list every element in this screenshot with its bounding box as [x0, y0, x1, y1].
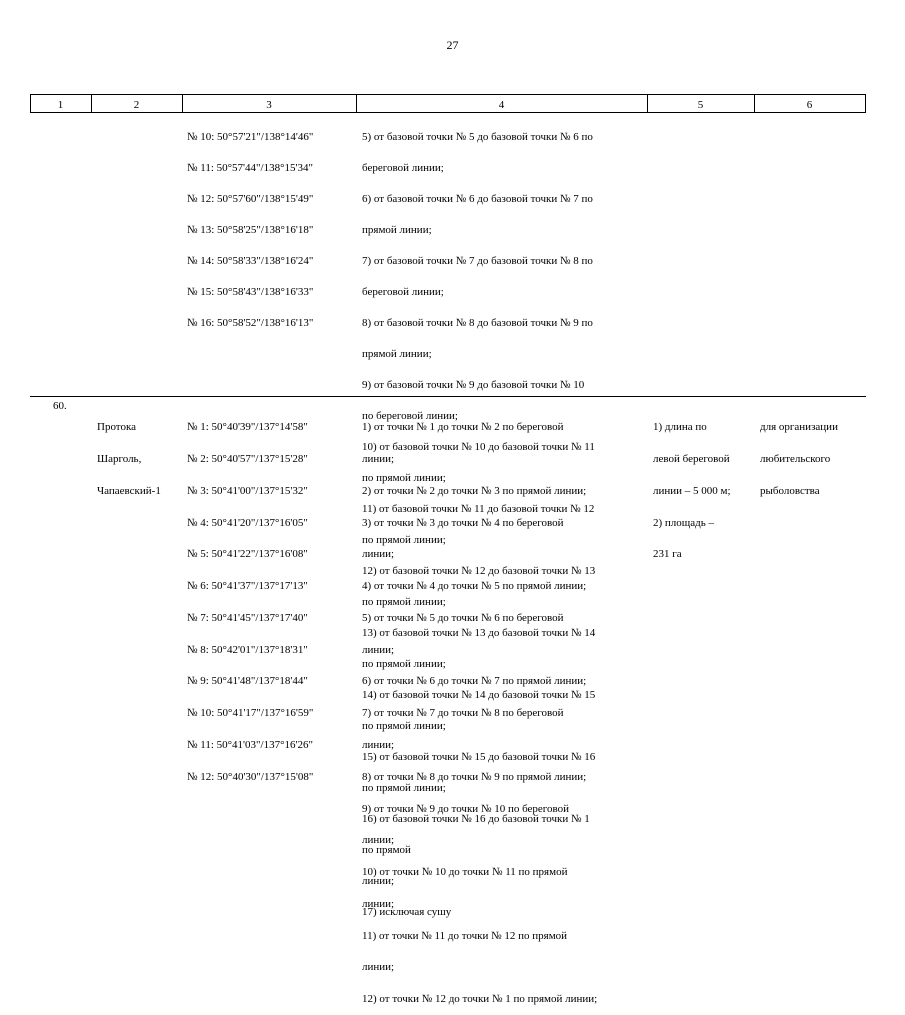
boundary-line: линии;: [362, 834, 395, 847]
coordinate-line: № 11: 50°41'03"/137°16'26": [187, 739, 313, 751]
boundary-line: по прямой линии;: [362, 472, 446, 485]
coordinate-line: № 6: 50°41'37"/137°17'13": [187, 580, 308, 593]
name-line: Протока: [97, 421, 137, 434]
boundary-line: 10) от точки № 10 до точки № 11 по прямой: [362, 866, 568, 879]
table-top-border: [30, 94, 866, 95]
page-number: 27: [446, 38, 459, 52]
size-line: линии – 5 000 м;: [653, 484, 731, 497]
coordinate-line: № 13: 50°58'25"/138°16'18": [187, 223, 314, 236]
coordinate-line: № 2: 50°40'57"/137°15'28": [187, 452, 308, 465]
boundary-line: 14) от базовой точки № 14 до базовой точки № 15: [362, 689, 596, 702]
boundary-line: береговой линии;: [362, 161, 444, 174]
boundary-line: 11) от базовой точки № 11 до базовой точки № 12: [362, 503, 595, 516]
boundary-line: 15) от базовой точки № 15 до базовой точки № 16: [362, 751, 596, 764]
name-line: Чапаевский-1: [97, 484, 161, 497]
boundary-line: береговой линии;: [362, 285, 444, 298]
coordinate-line: № 4: 50°41'20"/137°16'05": [187, 516, 308, 529]
boundary-line: 4) от точки № 4 до точки № 5 по прямой линии;: [362, 580, 587, 593]
boundary-line: по прямой линии;: [362, 720, 446, 733]
boundary-line: по береговой линии;: [362, 409, 458, 422]
coordinate-line: № 14: 50°58'33"/138°16'24": [187, 254, 314, 267]
coordinate-line: № 11: 50°57'44"/138°15'34": [187, 161, 313, 174]
boundary-line: линии;: [362, 452, 395, 465]
boundary-line: линии;: [362, 961, 395, 974]
coordinate-line: № 12: 50°57'60"/138°15'49": [187, 192, 314, 205]
boundary-line: по прямой линии;: [362, 782, 446, 795]
coordinate-line: № 7: 50°41'45"/137°17'40": [187, 611, 308, 624]
continued-coordinates: [187, 111, 313, 339]
boundary-line: 13) от базовой точки № 13 до базовой точки № 14: [362, 627, 596, 640]
coordinate-line: № 12: 50°40'30"/137°15'08": [187, 770, 314, 783]
boundary-line: прямой линии;: [362, 347, 432, 360]
purpose-line: рыболовства: [760, 484, 820, 497]
coordinate-line: № 15: 50°58'43"/138°16'33": [187, 285, 314, 298]
boundary-line: 6) от точки № 6 до точки № 7 по прямой линии;: [362, 675, 587, 688]
boundary-line: 6) от базовой точки № 6 до базовой точки № 7 по: [362, 192, 593, 205]
boundary-line: линии;: [362, 739, 395, 751]
boundary-line: по прямой: [362, 844, 411, 857]
purpose-description: [760, 401, 838, 507]
header-cell: 4: [498, 99, 505, 111]
boundary-description: [362, 401, 597, 1015]
boundary-line: 11) от точки № 11 до точки № 12 по прямой: [362, 929, 568, 942]
boundary-line: 2) от точки № 2 до точки № 3 по прямой линии;: [362, 484, 587, 497]
boundary-line: прямой линии;: [362, 223, 432, 236]
water-body-name: [97, 401, 161, 507]
boundary-line: по прямой линии;: [362, 658, 446, 671]
boundary-line: 16) от базовой точки № 16 до базовой точки № 1: [362, 813, 590, 826]
name-line: Шарголь,: [97, 452, 142, 465]
coordinate-line: № 5: 50°41'22"/137°16'08": [187, 548, 308, 561]
header-cell: 3: [266, 99, 272, 111]
header-cell: 1: [57, 99, 64, 111]
coordinate-line: № 10: 50°41'17"/137°16'59": [187, 707, 314, 720]
boundary-line: 12) от точки № 12 до точки № 1 по прямой линии;: [362, 993, 598, 1006]
size-description: [653, 401, 731, 571]
boundary-line: 9) от точки № 9 до точки № 10 по береговой: [362, 802, 570, 815]
boundary-line: 8) от базовой точки № 8 до базовой точки № 9 по: [362, 316, 593, 329]
size-line: 1) длина по: [653, 421, 707, 434]
boundary-line: по прямой линии;: [362, 596, 446, 609]
boundary-line: 12) от базовой точки № 12 до базовой точки № 13: [362, 565, 596, 578]
coordinate-line: № 16: 50°58'52"/138°16'13": [187, 316, 314, 329]
boundary-line: 10) от базовой точки № 10 до базовой точки № 11: [362, 441, 595, 453]
header-cell: 6: [806, 99, 813, 111]
boundary-line: линии;: [362, 548, 395, 561]
coordinate-line: № 1: 50°40'39"/137°14'58": [187, 421, 308, 434]
purpose-line: любительского: [760, 452, 831, 465]
size-line: левой береговой: [653, 452, 730, 465]
coordinate-line: № 8: 50°42'01"/137°18'31": [187, 643, 308, 656]
boundary-line: 9) от базовой точки № 9 до базовой точки № 10: [362, 378, 585, 391]
coordinate-line: № 10: 50°57'21"/138°14'46": [187, 130, 314, 143]
boundary-line: по прямой линии;: [362, 534, 446, 547]
coordinates: [187, 401, 313, 793]
size-line: 231 га: [653, 548, 682, 561]
boundary-line: 8) от точки № 8 до точки № 9 по прямой линии;: [362, 770, 587, 783]
header-cell: 5: [697, 99, 704, 111]
col-border: [865, 94, 866, 113]
boundary-line: 3) от точки № 3 до точки № 4 по береговой: [362, 516, 564, 529]
size-line: 2) площадь –: [653, 516, 715, 529]
boundary-line: 7) от точки № 7 до точки № 8 по береговой: [362, 707, 564, 720]
boundary-line: 7) от базовой точки № 7 до базовой точки № 8 по: [362, 254, 593, 267]
boundary-line: 5) от базовой точки № 5 до базовой точки № 6 по: [362, 130, 593, 143]
header-cell: 2: [133, 99, 140, 111]
boundary-line: 1) от точки № 1 до точки № 2 по береговой: [362, 421, 564, 434]
boundary-line: линии;: [362, 897, 395, 910]
boundary-line: линии;: [362, 643, 395, 656]
coordinate-line: № 3: 50°41'00"/137°15'32": [187, 484, 308, 497]
purpose-line: для организации: [760, 421, 838, 434]
boundary-line: 17) исключая сушу: [362, 906, 452, 919]
boundary-line: 5) от точки № 5 до точки № 6 по береговой: [362, 611, 564, 624]
boundary-line: линии;: [362, 875, 395, 888]
coordinate-line: № 9: 50°41'48"/137°18'44": [187, 675, 308, 688]
row-number: 60.: [53, 400, 67, 412]
